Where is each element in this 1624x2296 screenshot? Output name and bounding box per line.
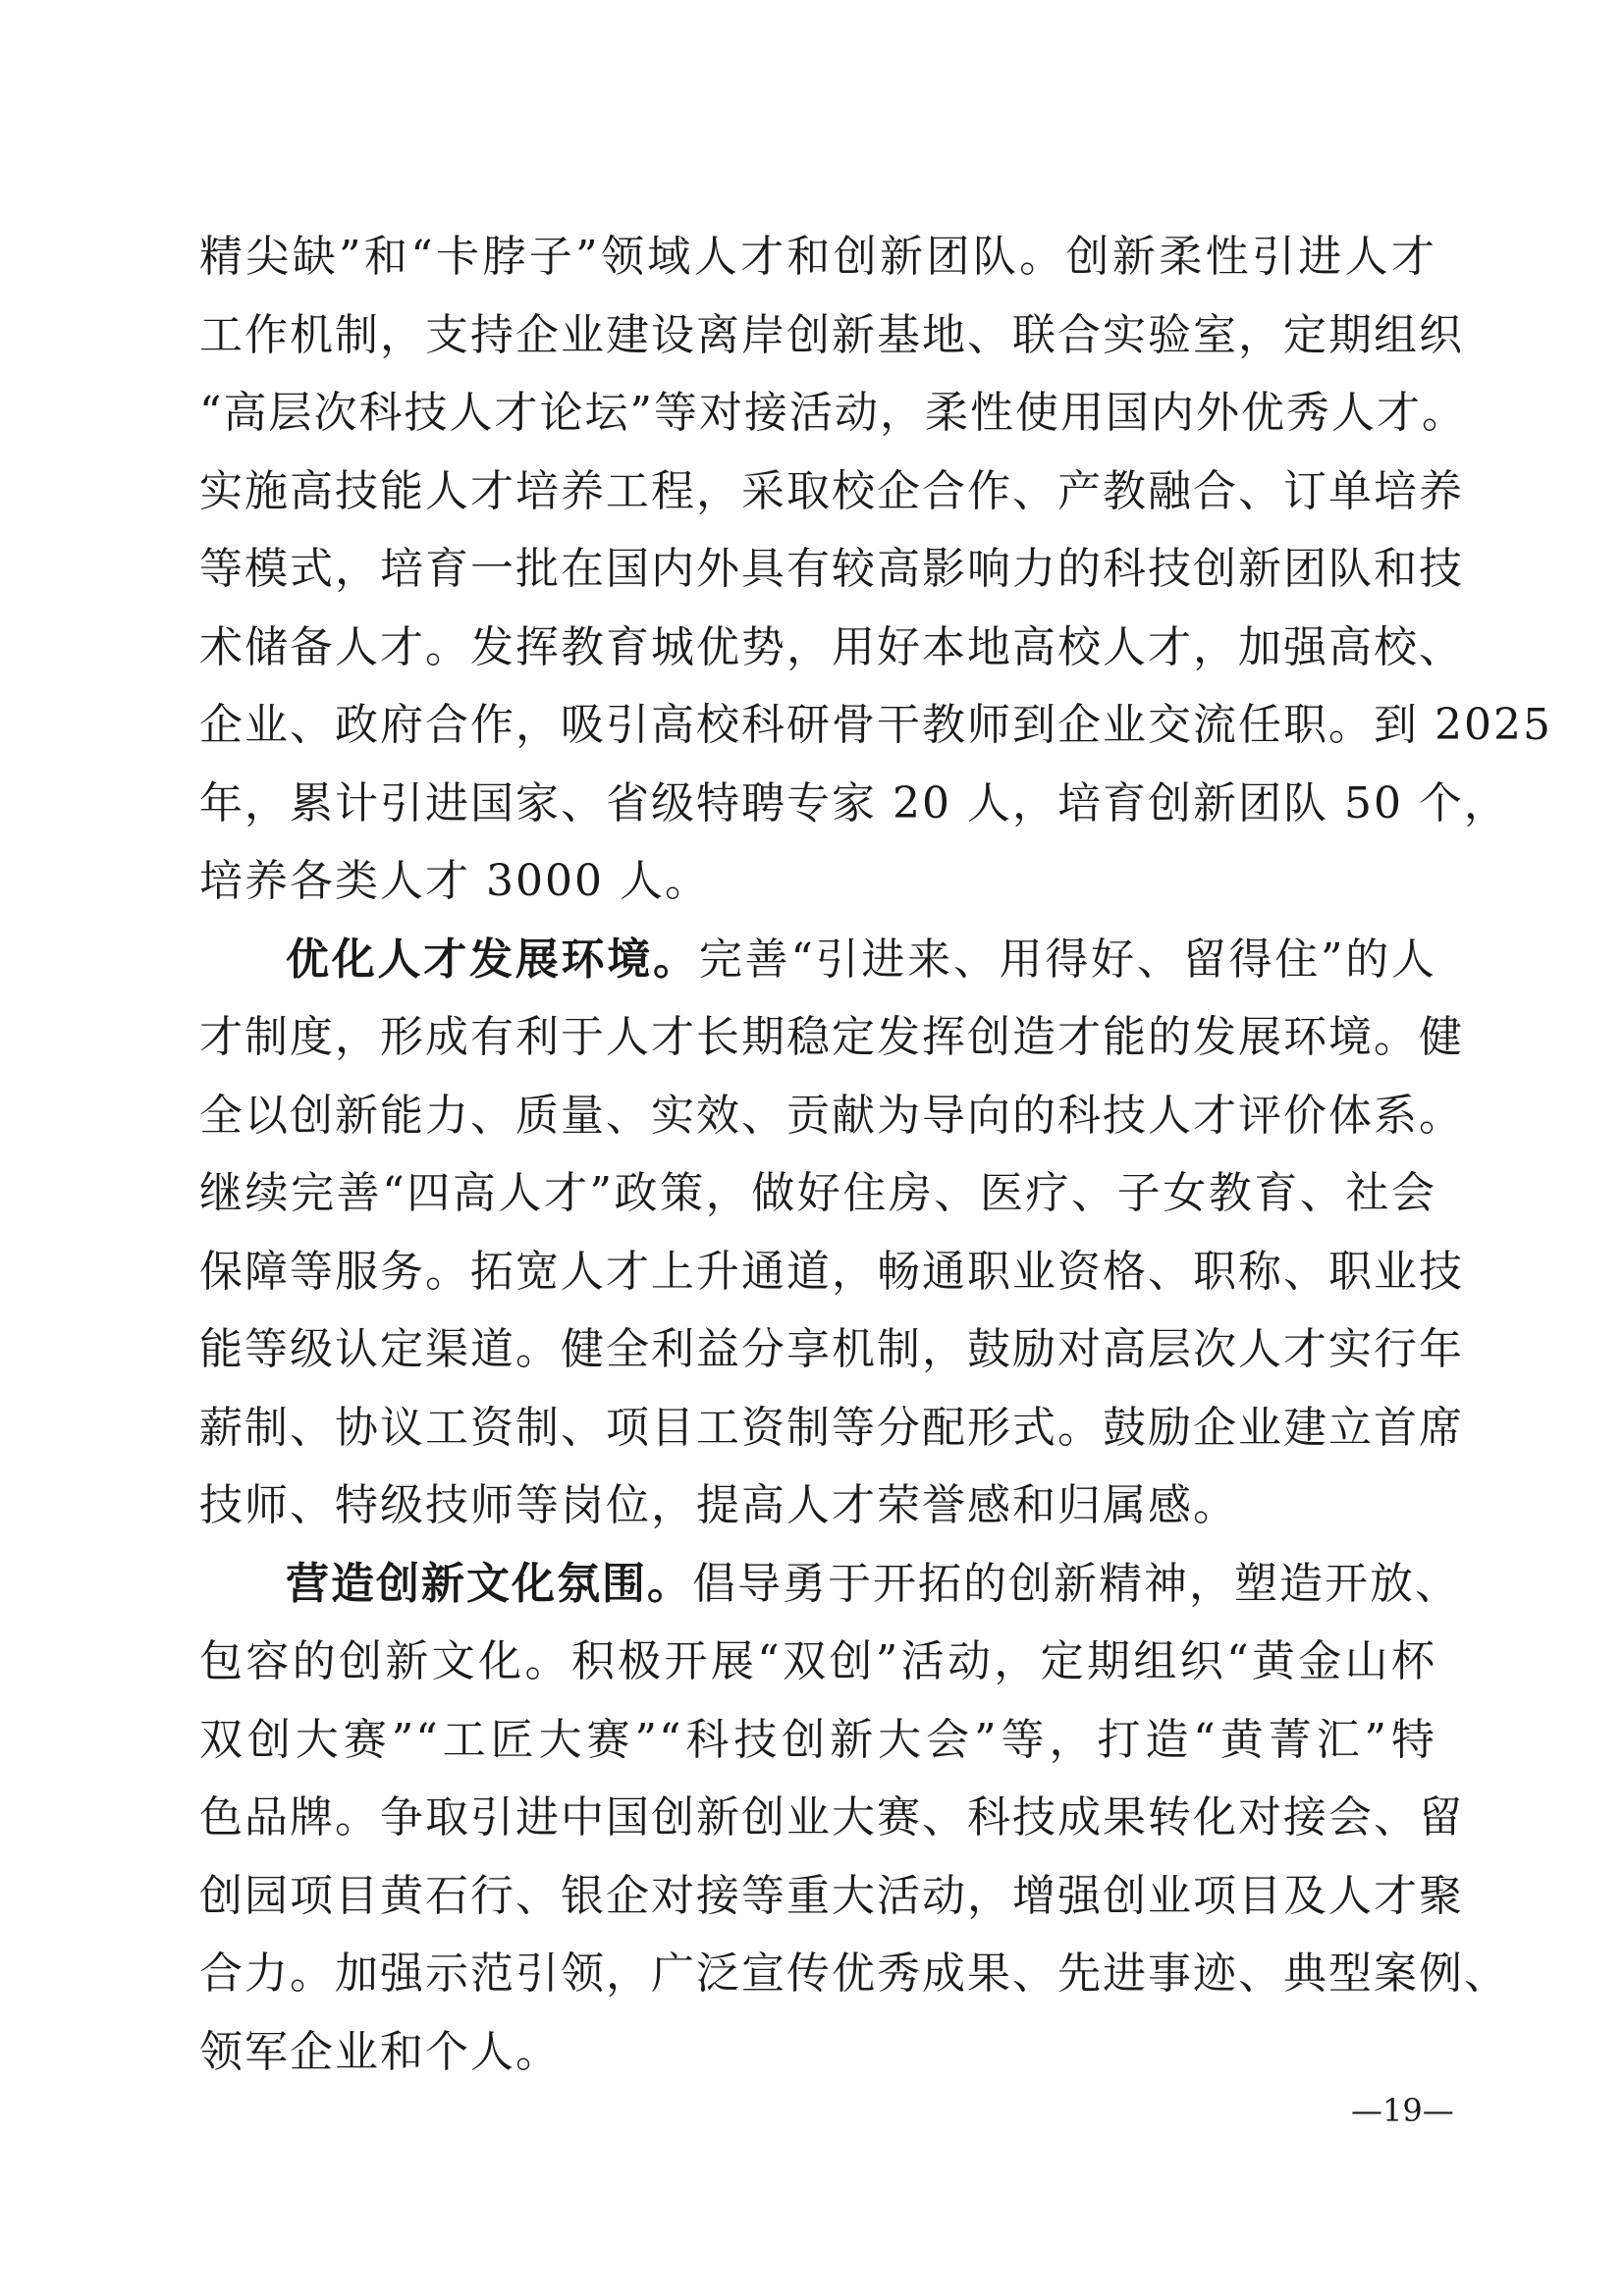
text-line: 色品牌。争取引进中国创新创业大赛、科技成果转化对接会、留 [199,1792,1464,1842]
page-number: —19— [1351,2092,1454,2129]
text-line: 实施高技能人才培养工程，采取校企合作、产教融合、订单培养 [199,465,1464,516]
text-line: 企业、政府合作，吸引高校科研骨干教师到企业交流任职。到 2025 [199,700,1552,750]
text-line: 全以创新能力、质量、实效、贡献为导向的科技人才评价体系。 [199,1090,1464,1141]
text-line: 能等级认定渠道。健全利益分享机制，鼓励对高层次人才实行年 [199,1324,1464,1374]
text-line: 精尖缺”和“卡脖子”领域人才和创新团队。创新柔性引进人才 [199,232,1436,282]
text-line: 等模式，培育一批在国内外具有较高影响力的科技创新团队和技 [199,544,1464,594]
text-line: 培养各类人才 3000 人。 [199,856,710,906]
text-line: 薪制、协议工资制、项目工资制等分配形式。鼓励企业建立首席 [199,1402,1464,1453]
text-run: 倡导勇于开拓的创新精神，塑造开放、 [692,1558,1460,1609]
paragraph-first-line [199,1545,1460,1624]
text-line: 创园项目黄石行、银企对接等重大活动，增强创业项目及人才聚 [199,1870,1464,1921]
text-line: 技师、特级技师等岗位，提高人才荣誉感和归属感。 [199,1480,1238,1530]
paragraph-heading: 营造创新文化氛围。 [286,1558,692,1609]
text-run: 完善“引进来、用得好、留得住”的人 [698,934,1436,985]
paragraph-first-line [199,921,1436,999]
text-line: 工作机制，支持企业建设离岸创新基地、联合实验室，定期组织 [199,309,1464,360]
body-text [199,218,1552,2091]
text-line: 继续完善“四高人才”政策，做好住房、医疗、子女教育、社会 [199,1168,1436,1218]
text-line: 领军企业和个人。 [199,2026,561,2077]
text-line: 保障等服务。拓宽人才上升通道，畅通职业资格、职称、职业技 [199,1246,1464,1297]
text-line: 包容的创新文化。积极开展“双创”活动，定期组织“黄金山杯 [199,1636,1436,1686]
text-line: 才制度，形成有利于人才长期稳定发挥创造才能的发展环境。健 [199,1012,1464,1062]
text-line: 合力。加强示范引领，广泛宣传优秀成果、先进事迹、典型案例、 [199,1949,1509,1999]
text-line: “高层次科技人才论坛”等对接活动，柔性使用国内外优秀人才。 [199,388,1467,438]
text-line: 术储备人才。发挥教育城优势，用好本地高校人才，加强高校、 [199,621,1464,672]
text-line: 双创大赛”“工匠大赛”“科技创新大会”等，打造“黄菁汇”特 [199,1714,1436,1765]
paragraph-heading: 优化人才发展环境。 [286,934,699,985]
text-line: 年，累计引进国家、省级特聘专家 20 人，培育创新团队 50 个， [199,777,1509,828]
